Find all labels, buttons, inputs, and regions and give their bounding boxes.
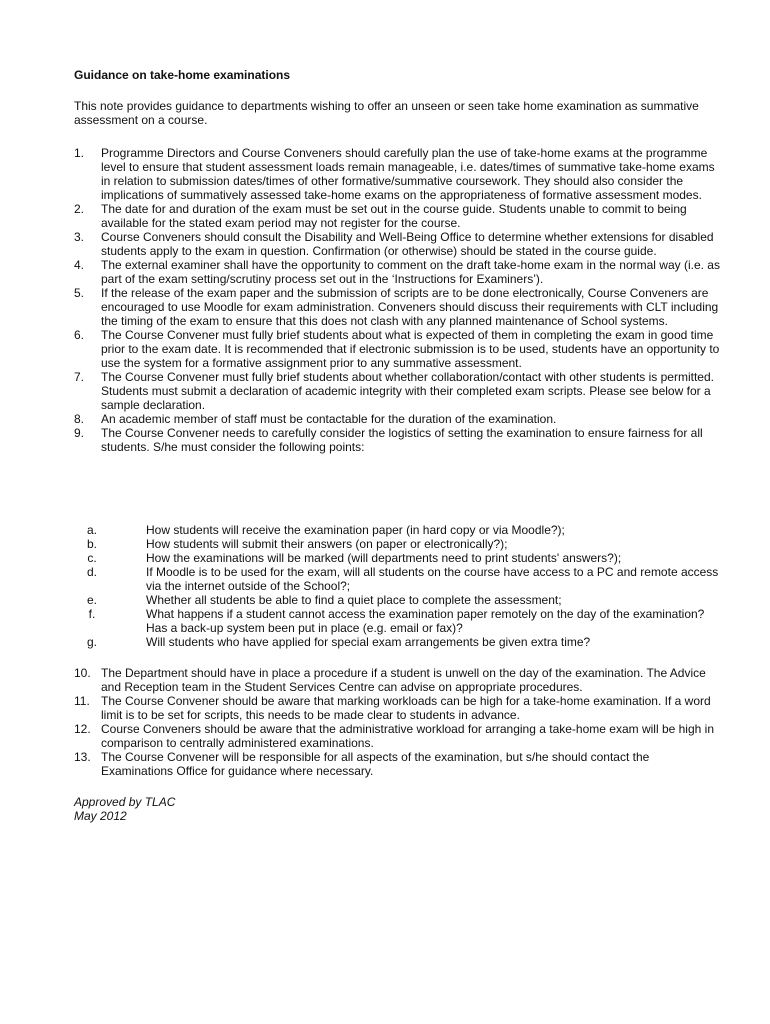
sublist-item [74,607,724,635]
approval-line: Approved by TLAC [74,795,176,809]
item-number: 6. [74,328,85,342]
list-item [74,722,724,750]
item-text: The Course Convener must fully brief students about whether collaboration/contact with other students is permitted. Students must submit a declaration of academic integrity with their completed exam scripts. Please see below for a sample declaration. [101,370,714,412]
item-text: An academic member of staff must be contactable for the duration of the examination. [101,412,557,426]
sublist-item [74,565,724,593]
sublist-item [74,593,724,607]
item-text: How students will submit their answers (on paper or electronically?); [146,537,508,551]
list-item [74,328,724,370]
item-text: If the release of the exam paper and the submission of scripts are to be done electronically, Course Conveners are encouraged to use Moodle for exam administration. Conveners should discuss their requirements with CLT including the timing of the exam to ensure that this does not clash with any planned maintenance of School systems. [101,286,719,328]
sublist-item [74,635,724,649]
item-text: Programme Directors and Course Conveners should carefully plan the use of take-home exams at the programme level to ensure that student assessment loads remain manageable, i.e. dates/times of summative take-home exams in relation to submission dates/times of other formative/summative coursework. They should also consider the implications of summatively assessed take-home exams on the appropriateness of formative assessment modes. [101,146,715,202]
list-item [74,146,724,202]
approval-note [74,795,175,823]
lettered-sublist [74,523,724,649]
item-text: The Course Convener will be responsible for all aspects of the examination, but s/he should contact the Examinations Office for guidance where necessary. [101,750,650,778]
item-text: Will students who have applied for special exam arrangements be given extra time? [146,635,591,649]
item-letter: b. [86,537,97,551]
item-text: How the examinations will be marked (will departments need to print students' answers?); [146,551,622,565]
item-number: 3. [74,230,85,244]
sublist-item [74,523,724,537]
item-number: 10. [74,666,91,680]
item-number: 2. [74,202,85,216]
item-letter: c. [87,551,97,565]
list-item [74,412,724,426]
item-text: The Course Convener must fully brief students about what is expected of them in completing the exam in good time prior to the exam date. It is recommended that if electronic submission is to be used, students have an opportunity to use the system for a formative assignment prior to any summative assessment. [101,328,720,370]
item-number: 13. [74,750,91,764]
list-item [74,230,724,258]
item-text: How students will receive the examination paper (in hard copy or via Moodle?); [146,523,565,537]
list-item [74,694,724,722]
item-text: The Course Convener should be aware that marking workloads can be high for a take-home examination. If a word limit is to be set for scripts, this needs to be made clear to students in advance. [101,694,711,722]
item-number: 9. [74,426,85,440]
item-text: The date for and duration of the exam must be set out in the course guide. Students unable to commit to being available for the stated exam period may not register for the course. [101,202,687,230]
item-text: The external examiner shall have the opportunity to comment on the draft take-home exam in the normal way (i.e. as part of the exam setting/scrutiny process set out in the ‘Instructions for Examiners’). [101,258,720,286]
item-text: The Course Convener needs to carefully consider the logistics of setting the examination to ensure fairness for all students. S/he must consider the following points: [101,426,703,454]
list-item [74,370,724,412]
item-text: Whether all students be able to find a quiet place to complete the assessment; [146,593,562,607]
item-number: 8. [74,412,85,426]
intro-paragraph: This note provides guidance to departments wishing to offer an unseen or seen take home examination as summative assessment on a course. [74,99,699,127]
item-number: 11. [74,694,90,708]
list-item [74,666,724,694]
item-text: If Moodle is to be used for the exam, will all students on the course have access to a PC and remote access via the internet outside of the School?; [146,565,719,593]
approval-date: May 2012 [74,809,127,823]
item-text: The Department should have in place a procedure if a student is unwell on the day of the examination. The Advice and Reception team in the Student Services Centre can advise on appropriate procedures. [101,666,706,694]
page-title: Guidance on take-home examinations [74,68,291,82]
list-item [74,750,724,778]
item-text: Course Conveners should consult the Disability and Well-Being Office to determine whether extensions for disabled students apply to the exam in question. Confirmation (or otherwise) should be stated in the course guide. [101,230,714,258]
item-number: 12. [74,722,91,736]
item-letter: f. [88,607,96,621]
list-item [74,286,724,328]
item-number: 1. [74,146,85,160]
item-number: 7. [74,370,85,384]
item-letter: d. [86,565,97,579]
numbered-list-part-1 [74,146,724,454]
item-letter: g. [86,635,97,649]
sublist-item [74,537,724,551]
item-number: 5. [74,286,85,300]
item-text: Course Conveners should be aware that the administrative workload for arranging a take-home exam will be high in comparison to centrally administered examinations. [101,722,714,750]
item-letter: e. [86,593,97,607]
numbered-list-part-2 [74,666,724,778]
item-number: 4. [74,258,85,272]
item-text: What happens if a student cannot access the examination paper remotely on the day of the examination? Has a back-up system been put in place (e.g. email or fax)? [146,607,705,635]
list-item [74,258,724,286]
item-letter: a. [86,523,97,537]
list-item [74,202,724,230]
list-item [74,426,724,454]
sublist-item [74,551,724,565]
